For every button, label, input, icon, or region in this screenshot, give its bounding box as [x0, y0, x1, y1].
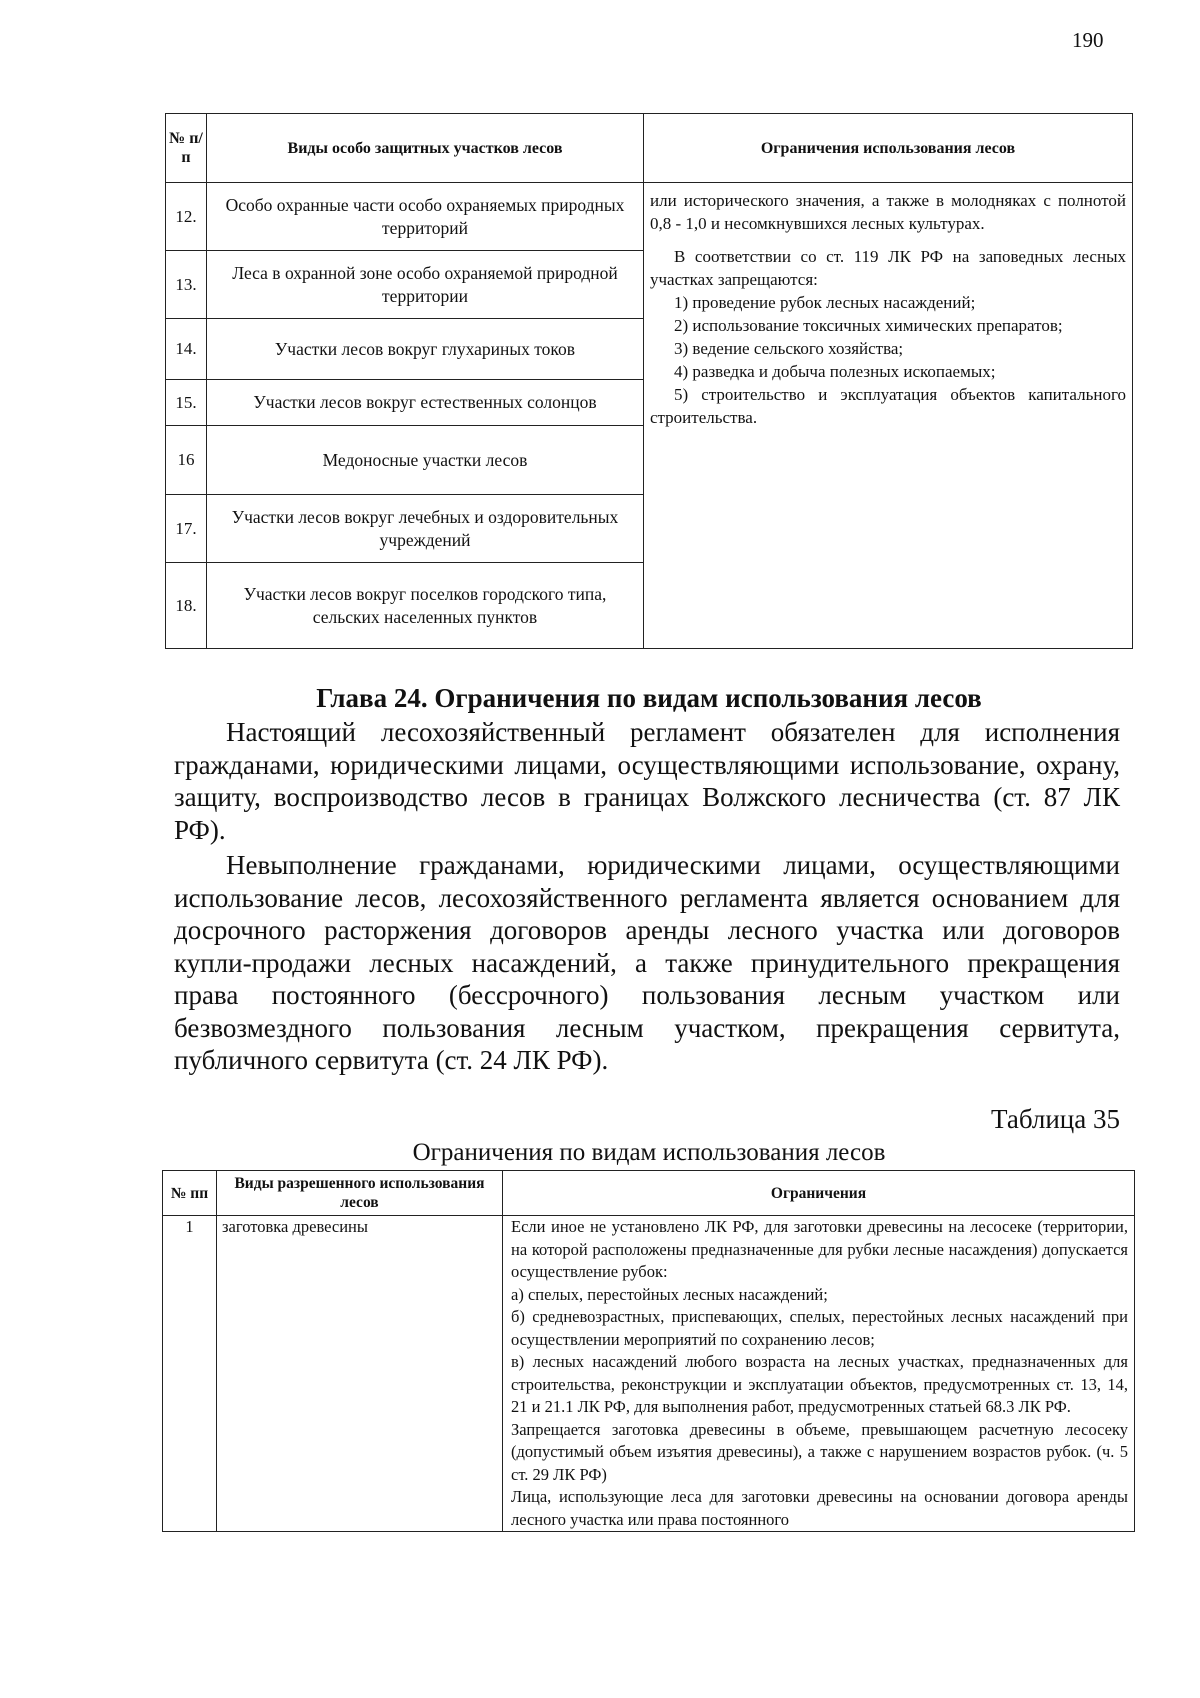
protective-areas-table [165, 113, 1133, 649]
limit-text: Если иное не установлено ЛК РФ, для заготовки древесины на лесосеке (территории, на которой расположены предназначенные для рубки лесные насаждения) допускается осуществление рубок: [511, 1217, 1128, 1281]
limit-item: 5) строительство и эксплуатация объектов капитального строительства. [650, 385, 1126, 427]
col-header-kind: Виды особо защитных участков лесов [207, 114, 644, 183]
table-title: Ограничения по видам использования лесов [412, 1139, 886, 1166]
col-header-num: № пп [163, 1171, 217, 1216]
limit-item: в) лесных насаждений любого возраста на лесных участках, предназначенных для строительства, реконструкции и эксплуатации объектов, предусмотренных ст. 13, 14, 21 и 21.1 ЛК РФ, для выполнения работ, предусмотренных статьей 68.3 ЛК РФ. [511, 1352, 1128, 1416]
col-header-limits: Ограничения [503, 1171, 1135, 1216]
limit-text: Запрещается заготовка древесины в объеме, превышающем расчетную лесосеку (допустимый объем изъятия древесины), а также с нарушением возрастов рубок. (ч. 5 ст. 29 ЛК РФ) [511, 1419, 1128, 1484]
limit-item: б) средневозрастных, приспевающих, спелых, перестойных лесных насаждений при осуществлении мероприятий по сохранению лесов; [511, 1307, 1128, 1349]
usage-restrictions-table [162, 1170, 1135, 1532]
table-row [163, 1216, 1135, 1532]
row-num: 13. [166, 251, 207, 319]
limit-text: Лица, использующие леса для заготовки древесины на основании договора аренды лесного участка или права постоянного [511, 1487, 1128, 1529]
table-row [166, 183, 1133, 251]
row-kind: заготовка древесины [217, 1216, 503, 1532]
row-num: 18. [166, 563, 207, 649]
limits-cell [644, 183, 1133, 649]
row-kind: Медоносные участки лесов [207, 426, 644, 495]
body-paragraph: Невыполнение гражданами, юридическими лицами, осуществляющими использование лесов, лесохозяйственного регламента является основанием для досрочного расторжения договоров аренды лесного участка или договоров купли-продажи лесных насаждений, а также принудительного прекращения права постоянного (бессрочного) пользования лесным участком или безвозмездного пользования лесным участком, прекращения сервитута, публичного сервитута (ст. 24 ЛК РФ). [174, 850, 1120, 1075]
table-header-row [166, 114, 1133, 183]
row-kind: Участки лесов вокруг естественных солонцов [207, 380, 644, 426]
row-num: 17. [166, 495, 207, 563]
chapter-title: Глава 24. Ограничения по видам использования лесов [316, 683, 982, 713]
col-header-limits: Ограничения использования лесов [644, 114, 1133, 183]
limit-item: 1) проведение рубок лесных насаждений; [674, 293, 976, 312]
row-num: 1 [163, 1216, 217, 1532]
limit-text: или исторического значения, а также в молодняках с полнотой 0,8 - 1,0 и несомкнувшихся лесных культурах. [650, 191, 1126, 233]
body-paragraph: Настоящий лесохозяйственный регламент обязателен для исполнения гражданами, юридическими лицами, осуществляющими использование, охрану, защиту, воспроизводство лесов в границах Волжского лесничества (ст. 87 ЛК РФ). [174, 717, 1120, 845]
row-num: 14. [166, 319, 207, 380]
row-kind: Особо охранные части особо охраняемых природных территорий [207, 183, 644, 251]
row-num: 12. [166, 183, 207, 251]
limit-item: а) спелых, перестойных лесных насаждений; [511, 1284, 828, 1304]
row-kind: Участки лесов вокруг поселков городского типа, сельских населенных пунктов [207, 563, 644, 649]
row-num: 16 [166, 426, 207, 495]
limits-cell [503, 1216, 1135, 1532]
col-header-kind: Виды разрешенного использования лесов [217, 1171, 503, 1216]
limit-item: 4) разведка и добыча полезных ископаемых; [674, 362, 996, 381]
limit-text: В соответствии со ст. 119 ЛК РФ на заповедных лесных участках запрещаются: [650, 247, 1126, 289]
row-kind: Леса в охранной зоне особо охраняемой природной территории [207, 251, 644, 319]
page-number: 190 [1072, 28, 1104, 52]
row-kind: Участки лесов вокруг глухариных токов [207, 319, 644, 380]
table-caption: Таблица 35 [991, 1104, 1120, 1134]
row-num: 15. [166, 380, 207, 426]
limit-item: 2) использование токсичных химических препаратов; [674, 316, 1063, 335]
limit-item: 3) ведение сельского хозяйства; [674, 339, 904, 358]
row-kind: Участки лесов вокруг лечебных и оздоровительных учреждений [207, 495, 644, 563]
table-header-row [163, 1171, 1135, 1216]
col-header-num: № п/п [166, 114, 207, 183]
